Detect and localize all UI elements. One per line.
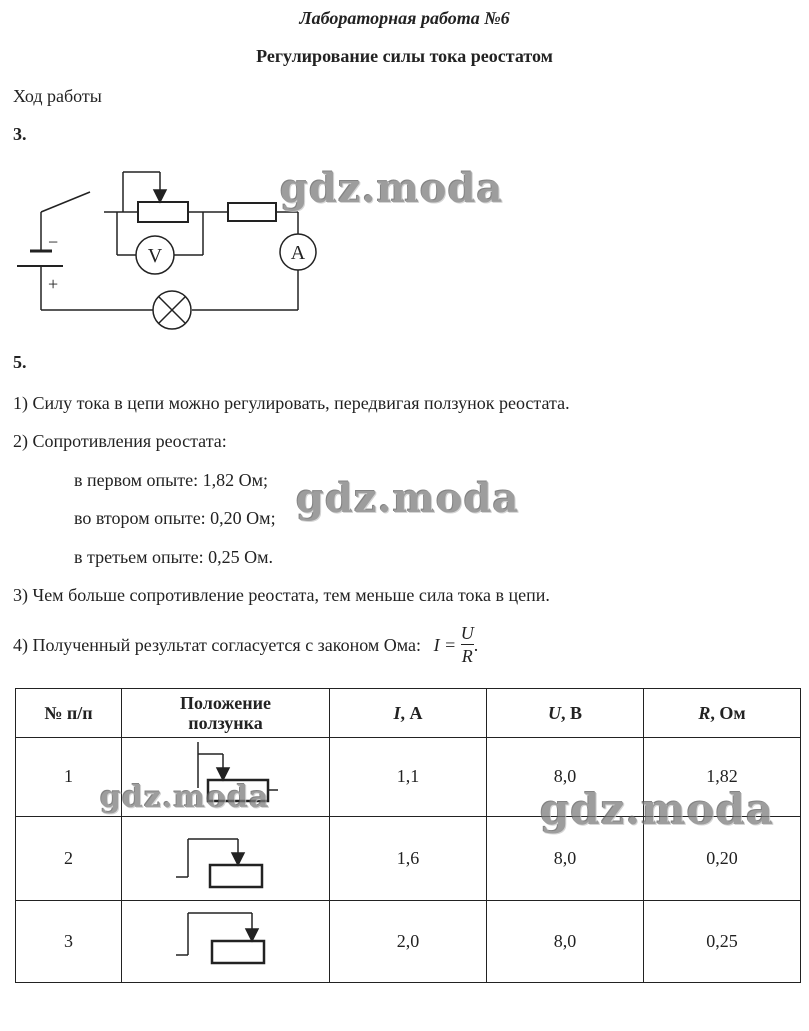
resistance-1: в первом опыте: 1,82 Ом;	[74, 470, 269, 490]
watermark: gdz.moda	[100, 780, 270, 815]
formula-end: .	[473, 634, 479, 655]
table-row	[16, 901, 801, 983]
answer-3: 3) Чем больше сопротивление реостата, тем меньше сила тока в цепи.	[13, 585, 550, 605]
resistor	[228, 203, 276, 221]
page-subtitle: Регулирование силы тока реостатом	[256, 46, 553, 66]
row-current: 2,0	[330, 901, 487, 983]
switch-blade	[41, 192, 90, 212]
resistance-3: в третьем опыте: 0,25 Ом.	[74, 547, 274, 567]
formula-lhs: I =	[433, 634, 457, 655]
answer-4	[13, 622, 478, 667]
header-position-line2: ползунка	[188, 713, 263, 733]
watermark: gdz.moda	[296, 475, 520, 522]
watermark: gdz.moda	[540, 785, 775, 834]
slider-arrow	[217, 768, 229, 780]
row-current: 1,6	[330, 817, 487, 901]
row-resistance: 1,82	[644, 738, 801, 817]
slider-position	[122, 817, 330, 901]
rheostat	[210, 865, 262, 887]
header-resistance	[644, 689, 801, 738]
answer-4-text: 4) Полученный результат согласуется с законом Ома:	[13, 634, 422, 655]
section3-number: 3.	[13, 124, 27, 144]
row-voltage: 8,0	[487, 738, 644, 817]
header-current-symbol: I	[393, 702, 401, 723]
formula-fraction	[461, 622, 474, 667]
slider-arrow	[154, 190, 166, 202]
slider-arrow	[246, 929, 258, 941]
row-voltage: 8,0	[487, 901, 644, 983]
ammeter-label: A	[290, 242, 306, 264]
header-voltage-symbol: U	[547, 702, 561, 723]
row-num: 2	[16, 817, 122, 901]
row-current: 1,1	[330, 738, 487, 817]
slider-diagram	[172, 903, 292, 981]
answer-2: 2) Сопротивления реостата:	[13, 431, 227, 451]
formula-numerator: U	[460, 623, 474, 643]
minus-label: −	[48, 232, 59, 252]
table-header-row	[16, 689, 801, 738]
slider-diagram	[172, 819, 292, 899]
header-position-line1: Положение	[180, 693, 271, 713]
watermark: gdz.moda	[280, 165, 504, 212]
rheostat	[138, 202, 188, 222]
row-voltage: 8,0	[487, 817, 644, 901]
header-current	[330, 689, 487, 738]
page-title: Лабораторная работа №6	[299, 8, 510, 28]
header-resistance-symbol: R	[698, 702, 711, 723]
row-resistance: 0,20	[644, 817, 801, 901]
answer-1: 1) Силу тока в цепи можно регулировать, передвигая ползунок реостата.	[13, 393, 570, 413]
row-num: 3	[16, 901, 122, 983]
row-resistance: 0,25	[644, 901, 801, 983]
formula-denominator: R	[461, 646, 473, 666]
slider-arrow	[232, 853, 244, 865]
header-voltage-unit: , В	[560, 702, 582, 723]
section5-number: 5.	[13, 352, 27, 372]
header-current-unit: , А	[400, 702, 423, 723]
slider-position	[122, 901, 330, 983]
header-num: № п/п	[16, 689, 122, 738]
plus-label: +	[48, 274, 59, 294]
results-table	[15, 688, 801, 983]
procedure-label: Ход работы	[13, 86, 102, 106]
header-position	[122, 689, 330, 738]
header-resistance-unit: , Ом	[710, 702, 746, 723]
voltmeter-label: V	[147, 245, 163, 267]
resistance-2: во втором опыте: 0,20 Ом;	[74, 508, 276, 528]
header-voltage	[487, 689, 644, 738]
rheostat	[212, 941, 264, 963]
row-num: 1	[16, 738, 122, 817]
